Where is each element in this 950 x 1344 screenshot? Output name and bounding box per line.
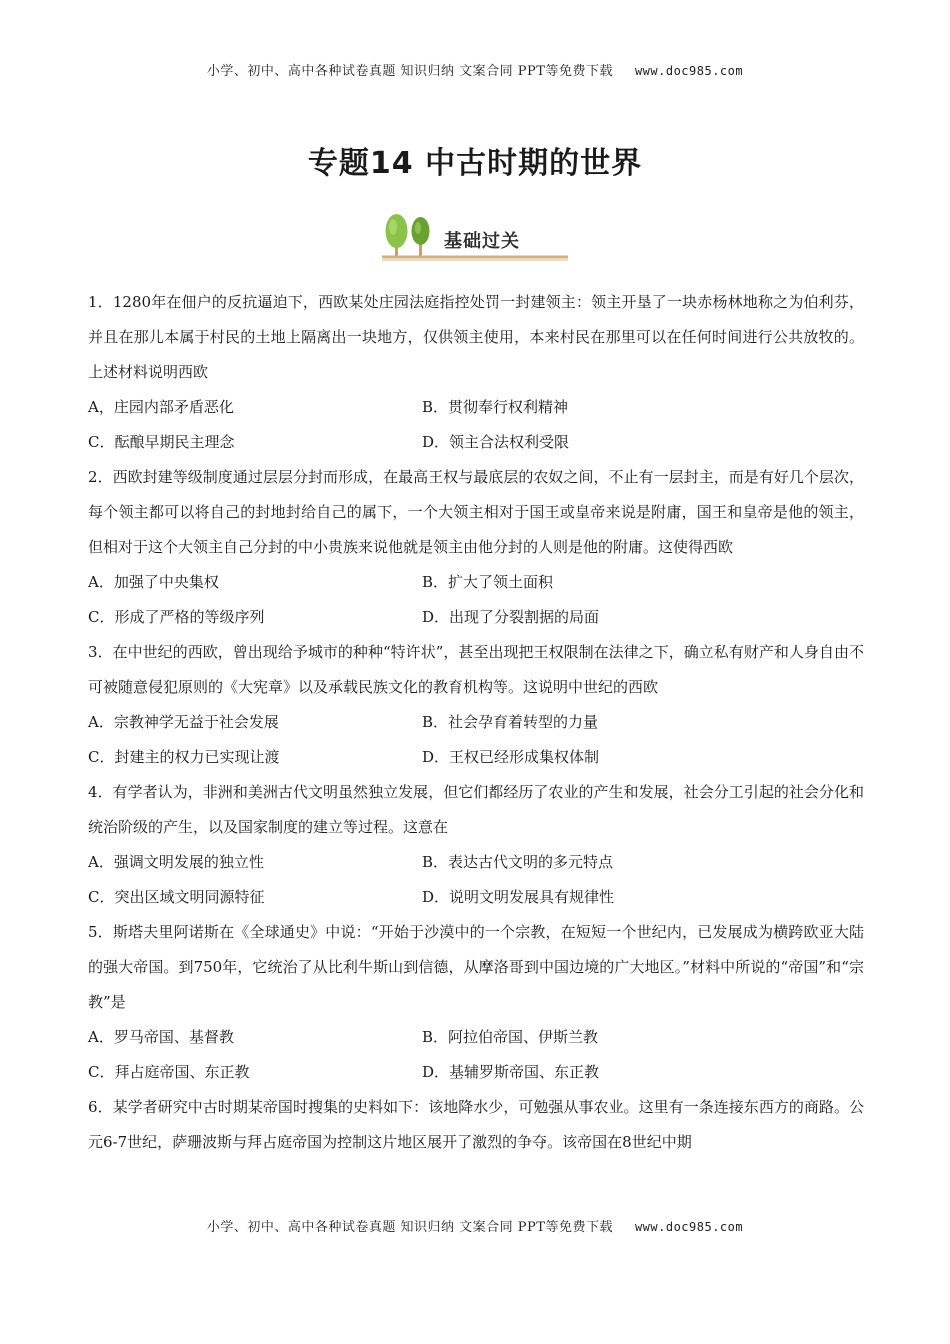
option-b[interactable]: B．阿拉伯帝国、伊斯兰教 — [422, 1028, 599, 1046]
option-b[interactable]: B．表达古代文明的多元特点 — [422, 853, 614, 871]
option-b[interactable]: B．社会孕育着转型的力量 — [422, 713, 599, 731]
question-5 — [88, 915, 864, 1090]
question-1 — [88, 285, 864, 460]
option-c[interactable]: C．突出区域文明同源特征 — [88, 888, 265, 906]
option-c[interactable]: C．形成了严格的等级序列 — [88, 608, 265, 626]
badge-label: 基础过关 — [444, 231, 520, 252]
option-grid — [88, 390, 864, 460]
option-grid — [88, 705, 864, 775]
option-a[interactable]: A．加强了中央集权 — [88, 573, 219, 591]
option-c[interactable]: C．酝酿早期民主理念 — [88, 433, 235, 451]
option-grid — [88, 845, 864, 915]
question-stem: 6．某学者研究中古时期某帝国时搜集的史料如下：该地降水少，可勉强从事农业。这里有一条连接东西方的商路。公元6-7世纪，萨珊波斯与拜占庭帝国为控制这片地区展开了激烈的争夺。该帝国在8世纪中期 — [88, 1098, 864, 1151]
page-header — [0, 60, 950, 79]
footer-url[interactable]: www.doc985.com — [634, 1220, 744, 1234]
option-a[interactable]: A．罗马帝国、基督教 — [88, 1028, 234, 1046]
header-text: 小学、初中、高中各种试卷真题 知识归纳 文案合同 PPT等免费下载 — [206, 64, 613, 79]
page-title: 专题14 中古时期的世界 — [307, 146, 643, 181]
option-b[interactable]: B．扩大了领土面积 — [422, 573, 554, 591]
question-3 — [88, 635, 864, 775]
question-stem: 1．1280年在佃户的反抗逼迫下，西欧某处庄园法庭指控处罚一封建领主：领主开垦了一块赤杨林地称之为伯利芬，并且在那儿本属于村民的土地上隔离出一块地方，仅供领主使用，本来村民在那里可以在任何时间进行公共放牧的。上述材料说明西欧 — [88, 293, 864, 381]
option-c[interactable]: C．拜占庭帝国、东正教 — [88, 1063, 250, 1081]
question-stem: 4．有学者认为，非洲和美洲古代文明虽然独立发展，但它们都经历了农业的产生和发展，社会分工引起的社会分化和统治阶级的产生，以及国家制度的建立等过程。这意在 — [88, 783, 864, 836]
question-6 — [88, 1090, 864, 1160]
question-stem: 2．西欧封建等级制度通过层层分封而形成，在最高王权与最底层的农奴之间，不止有一层封主，而是有好几个层次，每个领主都可以将自己的封地封给自己的属下，一个大领主相对于国王或皇帝来说是附庸，国王和皇帝是他的领主，但相对于这个大领主自己分封的中小贵族来说他就是领主由他分封的人则是他的附庸。这使得西欧 — [88, 468, 864, 556]
question-stem: 3．在中世纪的西欧，曾出现给予城市的种种“特许状”，甚至出现把王权限制在法律之下，确立私有财产和人身自由不可被随意侵犯原则的《大宪章》以及承载民族文化的教育机构等。这说明中世纪的西欧 — [88, 643, 864, 696]
option-grid — [88, 565, 864, 635]
question-2 — [88, 460, 864, 635]
option-c[interactable]: C．封建主的权力已实现让渡 — [88, 748, 280, 766]
option-d[interactable]: D．出现了分裂割据的局面 — [422, 608, 600, 626]
question-stem: 5．斯塔夫里阿诺斯在《全球通史》中说：“开始于沙漠中的一个宗教，在短短一个世纪内，已发展成为横跨欧亚大陆的强大帝国。到750年，它统治了从比利牛斯山到信德，从摩洛哥到中国边境的广大地区。”材料中所说的“帝国”和“宗教”是 — [88, 923, 864, 1011]
header-url[interactable]: www.doc985.com — [634, 64, 744, 78]
option-d[interactable]: D．基辅罗斯帝国、东正教 — [422, 1063, 600, 1081]
page-footer — [0, 1216, 950, 1235]
question-4 — [88, 775, 864, 915]
option-d[interactable]: D．领主合法权利受限 — [422, 433, 570, 451]
question-list — [88, 285, 864, 1160]
option-b[interactable]: B．贯彻奉行权利精神 — [422, 398, 569, 416]
option-a[interactable]: A，庄园内部矛盾恶化 — [88, 398, 234, 416]
footer-text: 小学、初中、高中各种试卷真题 知识归纳 文案合同 PPT等免费下载 — [206, 1220, 613, 1235]
option-d[interactable]: D．王权已经形成集权体制 — [422, 748, 600, 766]
option-a[interactable]: A．宗教神学无益于社会发展 — [88, 713, 279, 731]
option-d[interactable]: D．说明文明发展具有规律性 — [422, 888, 615, 906]
option-a[interactable]: A．强调文明发展的独立性 — [88, 853, 264, 871]
option-grid — [88, 1020, 864, 1090]
section-badge — [378, 207, 572, 263]
